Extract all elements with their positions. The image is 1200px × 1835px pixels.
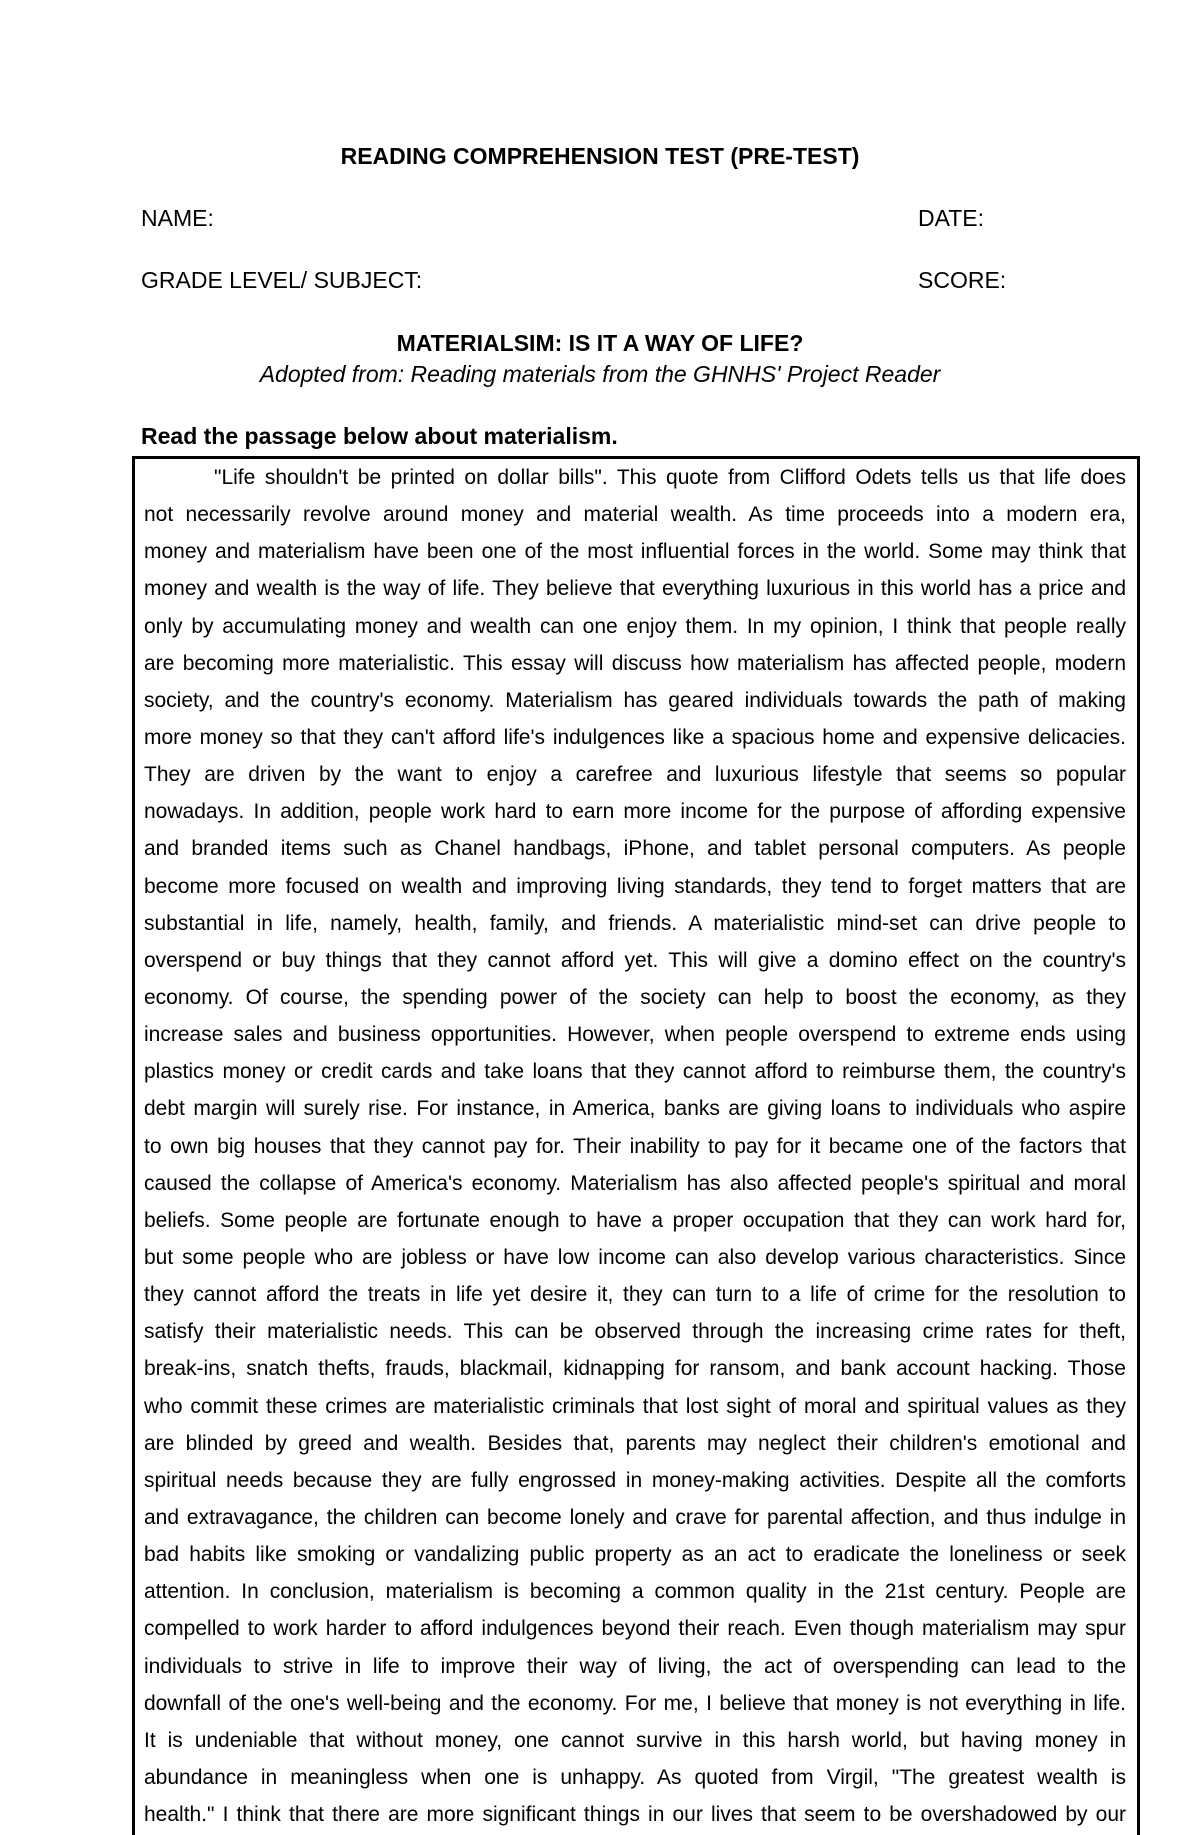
passage-line: more money so that they can't afford life's indulgences like a spacious home and expensive delicacies.	[144, 725, 1126, 749]
passage-line: overspend or buy things that they cannot afford yet. This will give a domino effect on the country's	[144, 948, 1126, 972]
passage-line: downfall of the one's well-being and the economy. For me, I believe that money is not everything in life.	[144, 1691, 1126, 1715]
passage-line: plastics money or credit cards and take loans that they cannot afford to reimburse them, the country's	[144, 1060, 1126, 1084]
passage-line: caused the collapse of America's economy. Materialism has also affected people's spiritual and moral	[144, 1171, 1126, 1195]
passage-line: are blinded by greed and wealth. Besides that, parents may neglect their children's emotional and	[144, 1431, 1126, 1455]
passage-line: society, and the country's economy. Materialism has geared individuals towards the path of making	[144, 688, 1126, 712]
passage-line: They are driven by the want to enjoy a carefree and luxurious lifestyle that seems so popular	[144, 763, 1126, 787]
passage-line: satisfy their materialistic needs. This can be observed through the increasing crime rates for theft,	[144, 1320, 1126, 1344]
passage-line: are becoming more materialistic. This essay will discuss how materialism has affected people, modern	[144, 651, 1126, 675]
passage-line: health." I think that there are more significant things in our lives that seem to be overshadowed by our	[144, 1803, 1126, 1827]
passage-line: money and materialism have been one of the most influential forces in the world. Some may think that	[144, 540, 1126, 564]
grade-level-subject-label: GRADE LEVEL/ SUBJECT:	[141, 267, 423, 293]
passage-line: "Life shouldn't be printed on dollar bills". This quote from Clifford Odets tells us that life does	[214, 466, 1126, 489]
passage-line: become more focused on wealth and improving living standards, they tend to forget matters that are	[144, 874, 1126, 898]
reading-instruction: Read the passage below about materialism.	[141, 423, 618, 449]
passage-line: and extravagance, the children can become lonely and crave for parental affection, and thus indulge in	[144, 1505, 1126, 1529]
passage-line: debt margin will surely rise. For instance, in America, banks are giving loans to individuals who aspire	[144, 1097, 1126, 1121]
passage-source: Adopted from: Reading materials from the GHNHS' Project Reader	[259, 361, 941, 387]
passage-line: only by accumulating money and wealth can one enjoy them. In my opinion, I think that people really	[144, 614, 1126, 638]
passage-title: MATERIALSIM: IS IT A WAY OF LIFE?	[396, 330, 804, 356]
passage-line: beliefs. Some people are fortunate enough to have a proper occupation that they can work hard for,	[144, 1208, 1126, 1232]
score-label: SCORE:	[918, 267, 1007, 293]
passage-line: to own big houses that they cannot pay for. Their inability to pay for it became one of the factors that	[144, 1134, 1126, 1158]
passage-line: and branded items such as Chanel handbags, iPhone, and tablet personal computers. As people	[144, 837, 1126, 861]
passage-line: attention. In conclusion, materialism is becoming a common quality in the 21st century. People are	[144, 1580, 1126, 1604]
passage-line: It is undeniable that without money, one cannot survive in this harsh world, but having money in	[144, 1728, 1126, 1752]
passage-line: who commit these crimes are materialistic criminals that lost sight of moral and spiritual values as they	[144, 1394, 1126, 1418]
passage-line: bad habits like smoking or vandalizing public property as an act to eradicate the loneliness or seek	[144, 1543, 1126, 1567]
passage-line: substantial in life, namely, health, family, and friends. A materialistic mind-set can drive people to	[144, 911, 1126, 935]
passage-line: economy. Of course, the spending power of the society can help to boost the economy, as they	[144, 985, 1126, 1009]
passage-line: but some people who are jobless or have low income can also develop various characteristics. Since	[144, 1245, 1126, 1269]
date-label: DATE:	[918, 205, 985, 231]
passage-line: money and wealth is the way of life. They believe that everything luxurious in this world has a price and	[144, 577, 1126, 601]
passage-line: individuals to strive in life to improve their way of living, the act of overspending can lead to the	[144, 1654, 1126, 1678]
passage-line: spiritual needs because they are fully engrossed in money-making activities. Despite all the comforts	[144, 1468, 1126, 1492]
passage-line: compelled to work harder to afford indulgences beyond their reach. Even though materialism may spur	[144, 1617, 1126, 1641]
passage-line: they cannot afford the treats in life yet desire it, they can turn to a life of crime for the resolution to	[144, 1283, 1126, 1307]
passage-line: abundance in meaningless when one is unhappy. As quoted from Virgil, "The greatest wealth is	[144, 1765, 1126, 1789]
passage-line: nowadays. In addition, people work hard to earn more income for the purpose of affording expensive	[144, 800, 1126, 824]
passage-line: break-ins, snatch thefts, frauds, blackmail, kidnapping for ransom, and bank account hacking. Those	[144, 1357, 1126, 1381]
name-label: NAME:	[141, 205, 214, 231]
passage-line: increase sales and business opportunities. However, when people overspend to extreme ends using	[144, 1023, 1126, 1047]
passage-box	[132, 456, 1140, 1835]
passage-line: not necessarily revolve around money and material wealth. As time proceeds into a modern era,	[144, 503, 1126, 527]
document-title: READING COMPREHENSION TEST (PRE-TEST)	[340, 143, 860, 169]
